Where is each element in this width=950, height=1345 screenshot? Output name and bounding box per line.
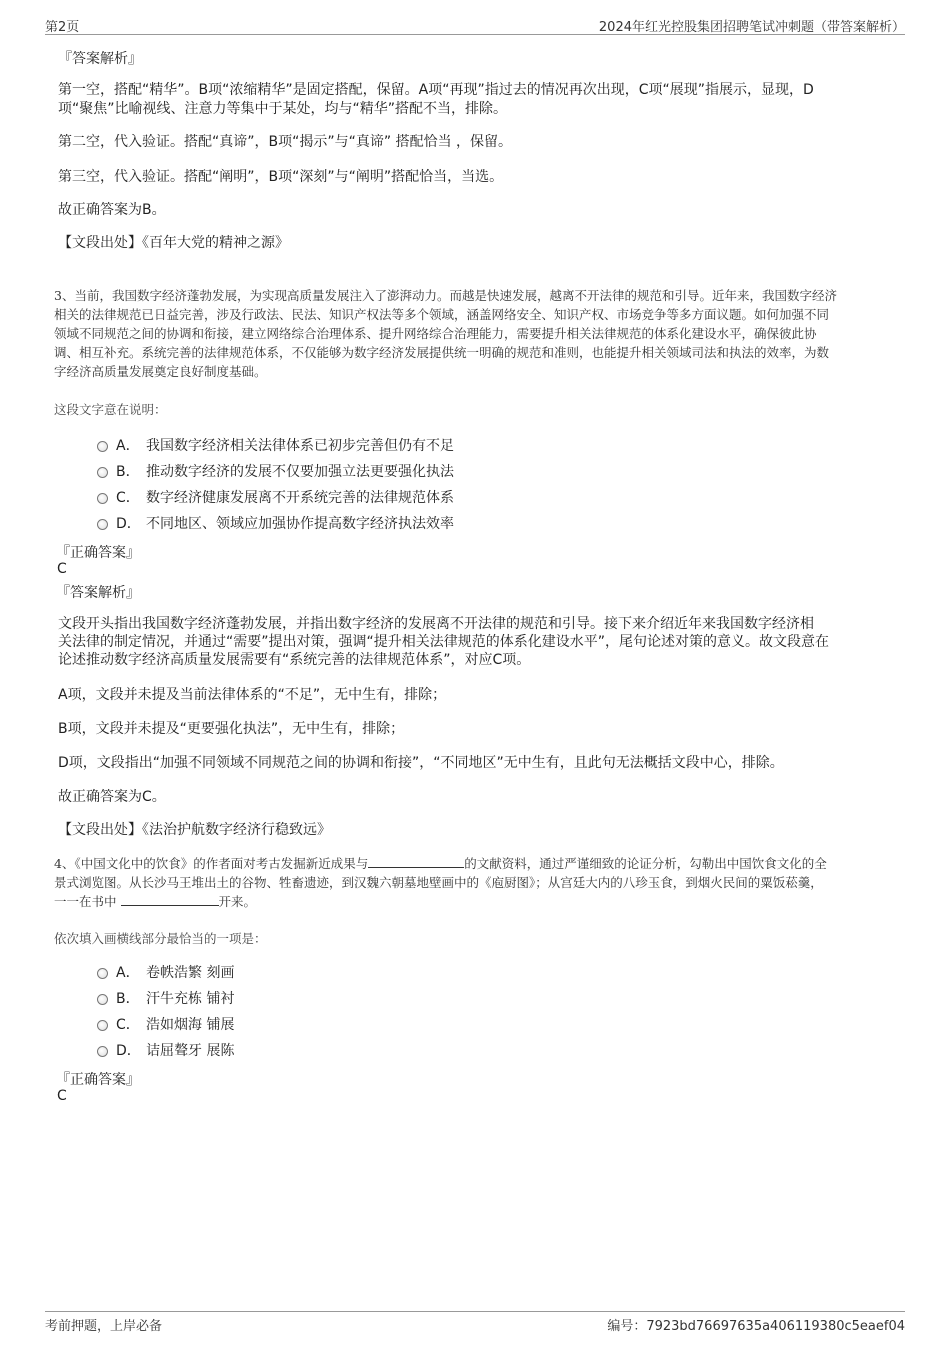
option-b[interactable] bbox=[97, 461, 454, 481]
option-letter: A． bbox=[116, 438, 140, 454]
analysis-label: 『答案解析』 bbox=[58, 51, 142, 67]
analysis-line: B项，文段并未提及“更要强化执法”，无中生有，排除； bbox=[58, 721, 405, 737]
page-header bbox=[45, 14, 905, 35]
radio-button[interactable] bbox=[97, 493, 108, 504]
option-a[interactable] bbox=[97, 962, 234, 982]
stem-line: 4、《中国文化中的饮食》的作者面对考古发掘新近成果与 的文献资料，通过严谨细致的论证分析，勾勒出中国饮食文化的全 bbox=[54, 856, 827, 871]
option-letter: B． bbox=[116, 464, 140, 480]
analysis-line: 故正确答案为B。 bbox=[58, 202, 166, 218]
analysis-line: 第二空，代入验证。搭配“真谛”，B项“揭示”与“真谛” 搭配恰当 ，保留。 bbox=[58, 134, 513, 150]
answer-label: 『正确答案』 bbox=[56, 545, 140, 561]
analysis-line: 第三空，代入验证。搭配“阐明”，B项“深刻”与“阐明”搭配恰当，当选。 bbox=[58, 169, 504, 185]
option-text: 我国数字经济相关法律体系已初步完善但仍有不足 bbox=[146, 438, 454, 454]
page-number: 第2页 bbox=[45, 20, 80, 35]
analysis-conclusion: 故正确答案为C。 bbox=[58, 789, 166, 805]
document-title: 2024年红光控股集团招聘笔试冲刺题（带答案解析） bbox=[598, 20, 905, 35]
analysis-line: 文段开头指出我国数字经济蓬勃发展，并指出数字经济的发展离不开法律的规范和引导。接下来介绍近年来我国数字经济相 bbox=[58, 616, 814, 632]
stem-line: 景式浏览图。从长沙马王堆出土的谷物、牲畜遗迹，到汉魏六朝墓地壁画中的《庖厨图》；从宫廷大内的八珍玉食，到烟火民间的粟饭菘羹， bbox=[54, 875, 823, 890]
option-d[interactable] bbox=[97, 513, 454, 533]
radio-button[interactable] bbox=[97, 519, 108, 530]
analysis-line: D项，文段指出“加强不同领域不同规范之间的协调和衔接”，“不同地区”无中生有，且此句无法概括文段中心，排除。 bbox=[58, 755, 784, 771]
analysis-label: 『答案解析』 bbox=[56, 585, 140, 601]
option-text: 不同地区、领域应加强协作提高数字经济执法效率 bbox=[146, 516, 454, 532]
analysis-line: 论述推动数字经济高质量发展需要有“系统完善的法律规范体系”，对应C项。 bbox=[58, 652, 531, 668]
option-b[interactable] bbox=[97, 988, 234, 1008]
option-text: 诘屈聱牙 展陈 bbox=[146, 1043, 235, 1059]
radio-button[interactable] bbox=[97, 968, 108, 979]
question-prompt: 这段文字意在说明： bbox=[54, 402, 167, 417]
radio-button[interactable] bbox=[97, 994, 108, 1005]
option-d[interactable] bbox=[97, 1040, 234, 1060]
option-text: 卷帙浩繁 刻画 bbox=[146, 965, 235, 981]
option-text: 数字经济健康发展离不开系统完善的法律规范体系 bbox=[146, 490, 454, 506]
option-c[interactable] bbox=[97, 487, 454, 507]
correct-answer: C bbox=[57, 561, 67, 577]
option-text: 汗牛充栋 铺衬 bbox=[146, 991, 235, 1007]
option-c[interactable] bbox=[97, 1014, 234, 1034]
option-letter: D． bbox=[116, 516, 141, 532]
option-letter: B． bbox=[116, 991, 140, 1007]
stem-line: 相关的法律规范已日益完善，涉及行政法、民法、知识产权法等多个领域，涵盖网络安全、知识产权、市场竞争等多方面议题。如何加强不同 bbox=[54, 307, 830, 322]
analysis-line: 关法律的制定情况，并通过“需要”提出对策，强调“提升相关法律规范的体系化建设水平”，尾句论述对策的意义。故文段意在 bbox=[58, 634, 830, 650]
option-letter: A． bbox=[116, 965, 140, 981]
analysis-line: 第一空，搭配“精华”。B项“浓缩精华”是固定搭配，保留。A项“再现”指过去的情况再次出现，C项“展现”指展示，显现，D bbox=[58, 82, 814, 98]
stem-line: 3、当前，我国数字经济蓬勃发展，为实现高质量发展注入了澎湃动力。而越是快速发展，越离不开法律的规范和引导。近年来，我国数字经济 bbox=[54, 288, 837, 303]
footer-slogan: 考前押题，上岸必备 bbox=[45, 1319, 163, 1334]
stem-line: 字经济高质量发展奠定良好制度基础。 bbox=[54, 364, 267, 379]
option-a[interactable] bbox=[97, 435, 454, 455]
option-text: 推动数字经济的发展不仅要加强立法更要强化执法 bbox=[146, 464, 454, 480]
analysis-line: 项“聚焦”比喻视线、注意力等集中于某处，均与“精华”搭配不当，排除。 bbox=[58, 101, 508, 117]
analysis-paragraph bbox=[58, 615, 829, 669]
radio-button[interactable] bbox=[97, 467, 108, 478]
question-prompt: 依次填入画横线部分最恰当的一项是： bbox=[54, 931, 267, 946]
question-stem bbox=[54, 286, 837, 381]
option-letter: C． bbox=[116, 490, 140, 506]
stem-line: 调、相互补充。系统完善的法律规范体系，不仅能够为数字经济发展提供统一明确的规范和准则，也能提升相关领域司法和执法的效率，为数 bbox=[54, 345, 830, 360]
fill-blank bbox=[121, 893, 219, 906]
option-letter: D． bbox=[116, 1043, 141, 1059]
option-letter: C． bbox=[116, 1017, 140, 1033]
stem-line: 一一在书中 开来。 bbox=[54, 894, 257, 909]
source-citation: 【文段出处】《百年大党的精神之源》 bbox=[58, 235, 289, 251]
document-code: 编号：7923bd76697635a406119380c5eaef04 bbox=[607, 1319, 905, 1334]
answer-label: 『正确答案』 bbox=[56, 1072, 140, 1088]
radio-button[interactable] bbox=[97, 1020, 108, 1031]
stem-line: 领域不同规范之间的协调和衔接，建立网络综合治理体系、提升网络综合治理能力，需要提升相关法律规范的体系化建设水平，确保彼此协 bbox=[54, 326, 817, 341]
option-text: 浩如烟海 铺展 bbox=[146, 1017, 235, 1033]
question-stem bbox=[54, 854, 827, 911]
fill-blank bbox=[368, 855, 464, 868]
radio-button[interactable] bbox=[97, 1046, 108, 1057]
radio-button[interactable] bbox=[97, 441, 108, 452]
page-footer bbox=[45, 1311, 905, 1336]
correct-answer: C bbox=[57, 1088, 67, 1104]
analysis-line: A项，文段并未提及当前法律体系的“不足”，无中生有，排除； bbox=[58, 687, 447, 703]
source-citation: 【文段出处】《法治护航数字经济行稳致远》 bbox=[58, 822, 331, 838]
